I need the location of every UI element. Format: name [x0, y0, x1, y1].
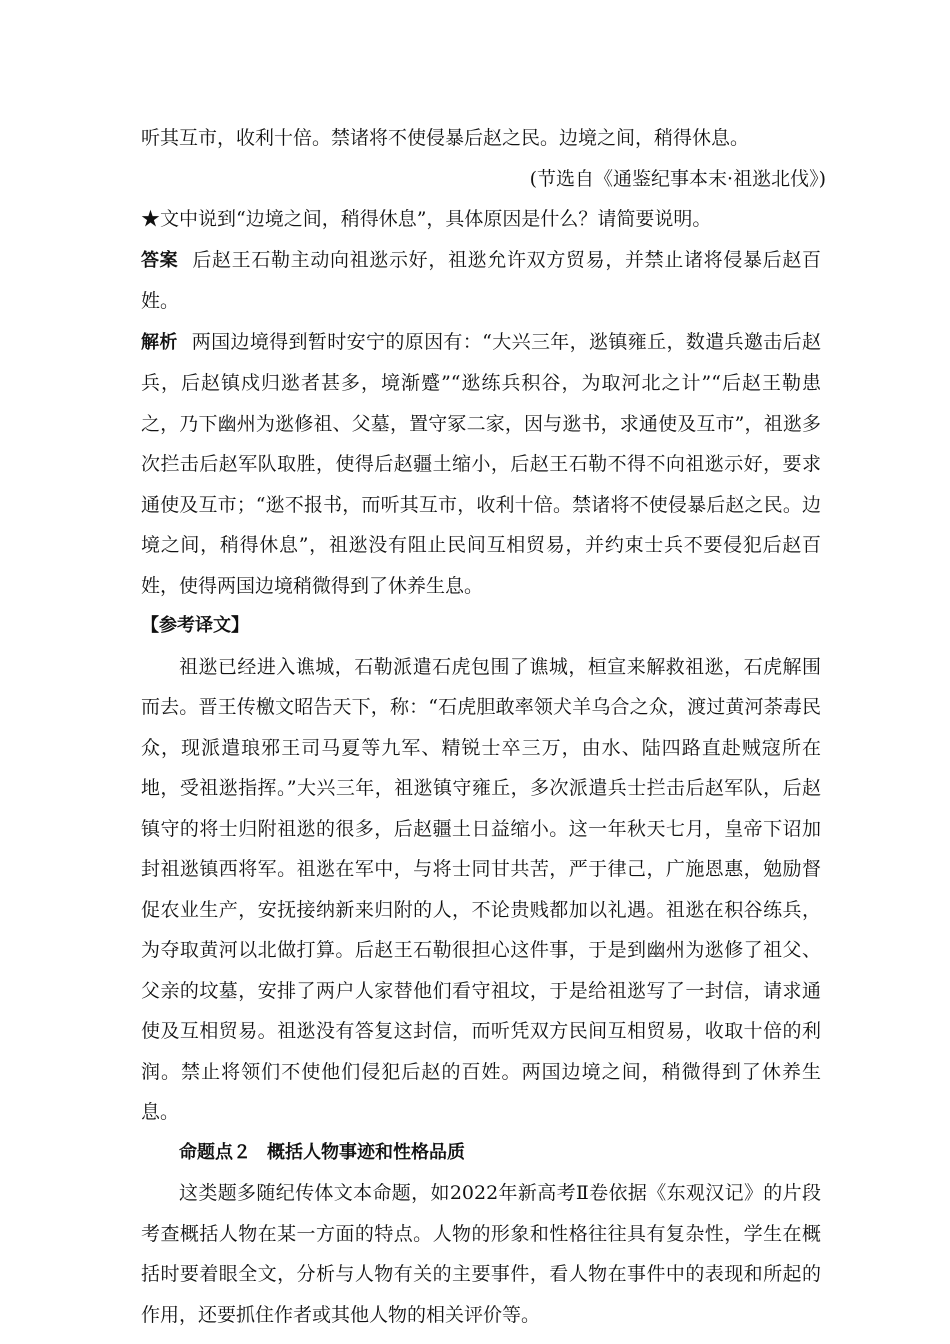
topic-label: 命题点２ — [179, 1141, 251, 1163]
topic-heading — [141, 1133, 821, 1174]
document-page — [141, 118, 826, 1335]
answer-text: 后赵王石勒主动向祖逖示好，祖逖允许双方贸易，并禁止诸将侵暴后赵百姓。 — [141, 248, 821, 312]
analysis-label: 解析 — [141, 331, 178, 353]
analysis-block — [141, 322, 821, 607]
translation-text: 祖逖已经进入谯城，石勒派遣石虎包围了谯城，桓宣来解救祖逖，石虎解围而去。晋王传檄文昭告天下，称：“石虎胆敢率领犬羊乌合之众，渡过黄河荼毒民众，现派遣琅邪王司马夏等九军、精锐士卒三万，由水、陆四路直赴贼寇所在地，受祖逖指挥。”大兴三年，祖逖镇守雍丘，多次派遣兵士拦击后赵军队，后赵镇守的将士归附祖逖的很多，后赵疆土日益缩小。这一年秋天七月，皇帝下诏加封祖逖镇西将军。祖逖在军中，与将士同甘共苦，严于律己，广施恩惠，勉励督促农业生产，安抚接纳新来归附的人，不论贵贱都加以礼遇。祖逖在积谷练兵，为夺取黄河以北做打算。后赵王石勒很担心这件事，于是到幽州为逖修了祖父、父亲的坟墓，安排了两户人家替他们看守祖坟，于是给祖逖写了一封信，请求通使及互相贸易。祖逖没有答复这封信，而听凭双方民间互相贸易，收取十倍的利润。禁止将领们不使他们侵犯后赵的百姓。两国边境之间，稍微得到了休养生息。 — [141, 655, 821, 1123]
topic-title: 概括人物事迹和性格品质 — [267, 1141, 465, 1163]
answer-label: 答案 — [141, 249, 179, 271]
translation-heading: 【参考译文】 — [141, 615, 249, 636]
topic-text: 这类题多随纪传体文本命题，如2022年新高考Ⅱ卷依据《东观汉记》的片段考查概括人物在某一方面的特点。人物的形象和性格往往具有复杂性，学生在概括时要着眼全文，分析与人物有关的主要事件，看人物在事件中的表现和所起的作用，还要抓住作者或其他人物的相关评价等。 — [141, 1182, 821, 1326]
answer-block — [141, 240, 821, 322]
question-line: ★文中说到“边境之间，稍得休息”，具体原因是什么？请简要说明。 — [141, 208, 712, 230]
analysis-text: 两国边境得到暂时安宁的原因有：“大兴三年，逖镇雍丘，数遣兵邀击后赵兵，后赵镇戍归逖者甚多，境渐蹙”“逖练兵积谷，为取河北之计”“后赵王勒患之，乃下幽州为逖修祖、父墓，置守冢二家，因与逖书，求通使及互市”，祖逖多次拦击后赵军队取胜，使得后赵疆土缩小，后赵王石勒不得不向祖逖示好，要求通使及互市；“逖不报书，而听其互市，收利十倍。禁诸将不使侵暴后赵之民。边境之间，稍得休息”，祖逖没有阻止民间互相贸易，并约束士兵不要侵犯后赵百姓，使得两国边境稍微得到了休养生息。 — [141, 330, 822, 597]
source-citation: (节选自《通鉴纪事本末·祖逖北伐》) — [529, 167, 826, 190]
quote-tail-line: 听其互市，收利十倍。禁诸将不使侵暴后赵之民。边境之间，稍得休息。 — [141, 127, 750, 149]
